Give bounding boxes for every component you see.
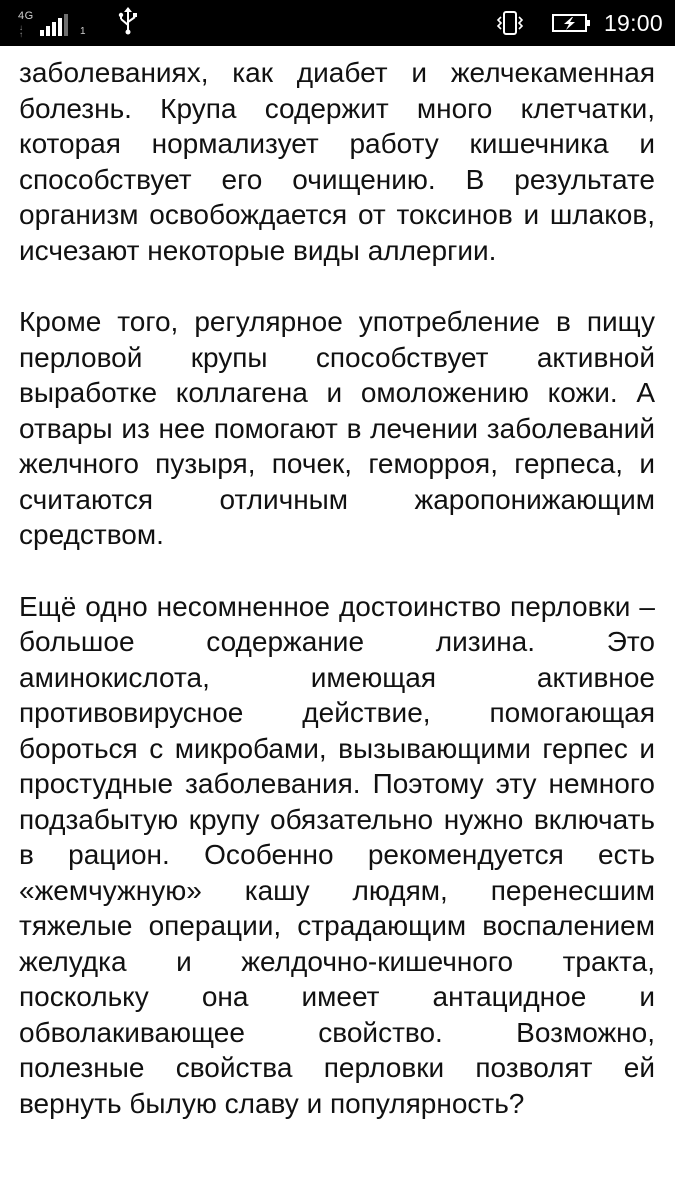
vibrate-icon: [496, 11, 524, 35]
status-bar: [0, 0, 675, 46]
status-bar-right: [496, 8, 663, 38]
article-body: [19, 55, 655, 1157]
article-paragraph: заболеваниях, как диабет и желчекаменная болезнь. Крупа содержит много клетчатки, которая нормализует работу кишечника и способствует его очищению. В результате организм освобождается от токсинов и шлаков, исчезают некоторые виды аллергии.: [19, 57, 655, 266]
signal-strength-icon: [40, 14, 78, 36]
sim-slot-label: 1: [80, 26, 86, 37]
battery-charging-icon: [552, 13, 592, 33]
data-activity-arrows: ↓ ↑: [19, 23, 23, 39]
usb-icon: [118, 7, 138, 35]
article-paragraph: Ещё одно несомненное достоинство перловки – большое содержание лизина. Это аминокислота, имеющая активное противовирусное действие, помогающая бороться с микробами, вызывающими герпес и простудные заболевания. Поэтому эту немного подзабытую крупу обязательно нужно включать в рацион. Особенно рекомендуется есть «жемчужную» кашу людям, перенесшим тяжелые операции, страдающим воспалением желудка и желдочно-кишечного тракта, поскольку она имеет антацидное и обволакивающее свойство. Возможно, полезные свойства перловки позволят ей вернуть былую славу и популярность?: [19, 590, 655, 1119]
network-type-label: 4G: [18, 10, 34, 22]
article-paragraph: Кроме того, регулярное употребление в пищу перловой крупы способствует активной выработке коллагена и омоложению кожи. А отвары из нее помогают в лечении заболеваний желчного пузыря, почек, геморроя, герпеса, и считаются отличным жаропонижающим средством.: [19, 306, 655, 550]
network-4g-icon: [18, 8, 86, 39]
clock: 19:00: [603, 9, 663, 36]
status-bar-left: [18, 8, 138, 38]
